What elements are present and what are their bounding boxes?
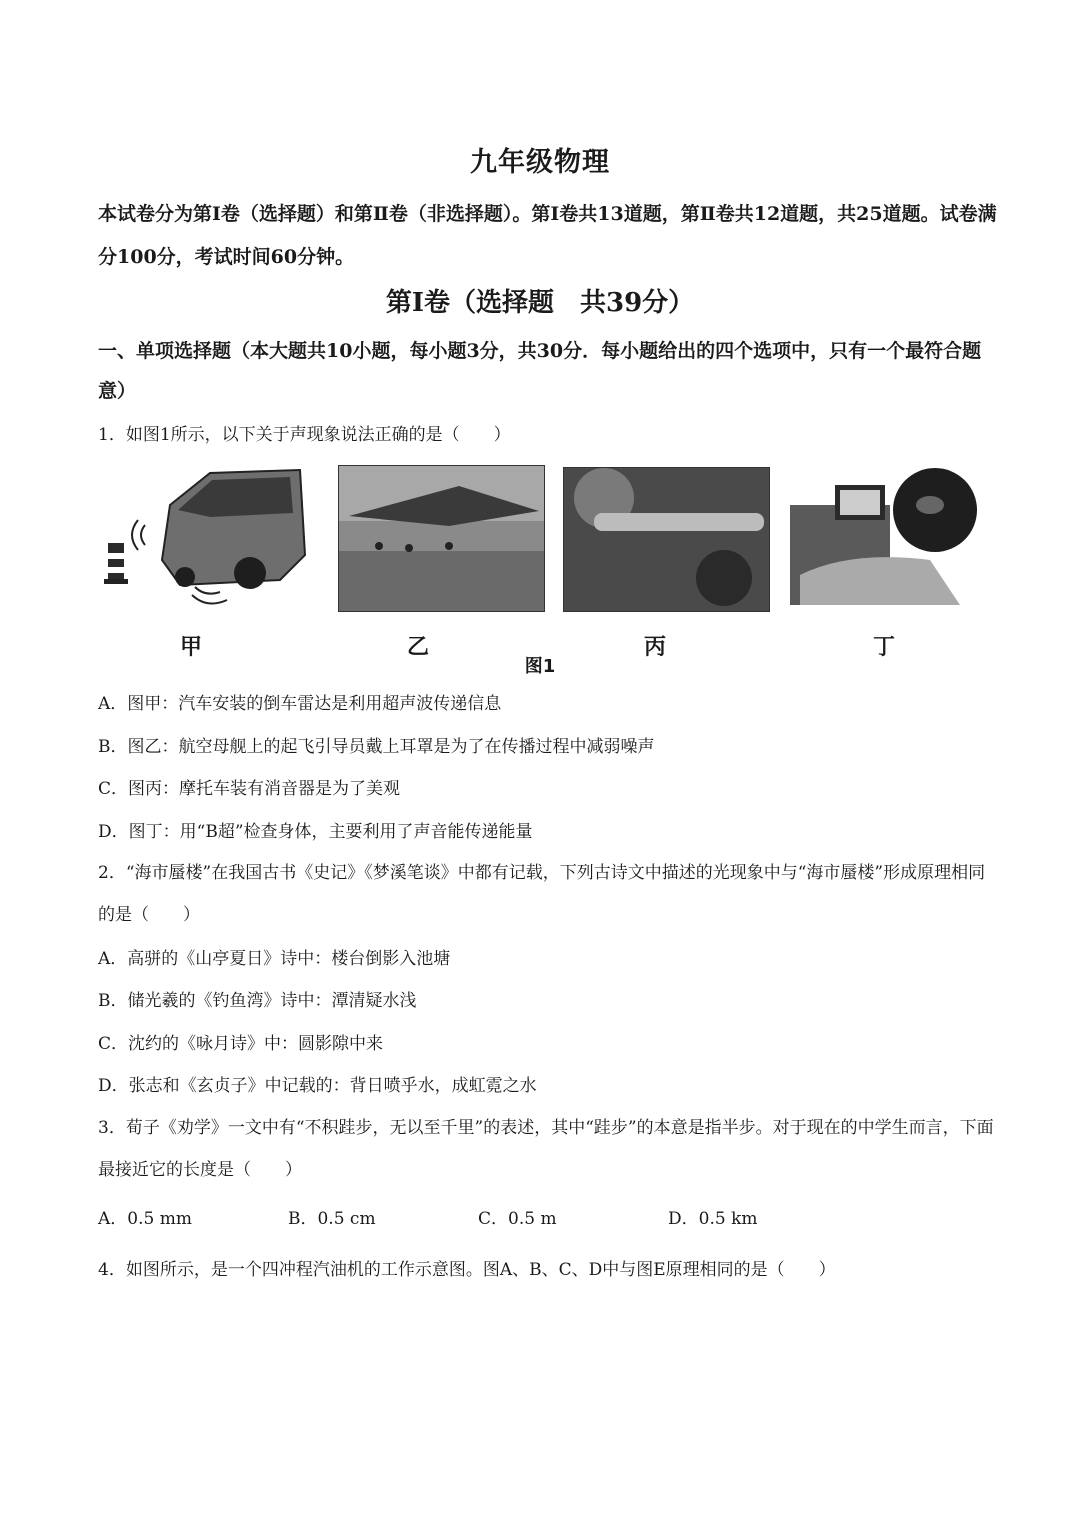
question-2-option-a: A．高骈的《山亭夏日》诗中：楼台倒影入池塘 xyxy=(98,949,451,969)
figure-1-label-ding: 丁 xyxy=(873,635,896,660)
question-2-option-c: C．沈约的《咏月诗》中：圆影隙中来 xyxy=(98,1034,384,1054)
question-1-option-c: C．图丙：摩托车装有消音器是为了美观 xyxy=(98,779,401,799)
question-2-stem: 2．“海市蜃楼”在我国古书《史记》《梦溪笔谈》中都有记载，下列古诗文中描述的光现象中与“海市蜃楼”形成原理相同的是（ ） xyxy=(98,863,986,925)
figure-1-label-yi: 乙 xyxy=(407,635,430,660)
question-3-option-c: C．0.5 m xyxy=(478,1209,557,1229)
question-3-stem: 3．荀子《劝学》一文中有“不积跬步，无以至千里”的表述，其中“跬步”的本意是指半步。对于现在的中学生而言，下面最接近它的长度是（ ） xyxy=(98,1118,994,1180)
question-1-stem: 1．如图1所示，以下关于声现象说法正确的是（ ） xyxy=(98,425,511,445)
question-2-option-b: B．储光羲的《钓鱼湾》诗中：潭清疑水浅 xyxy=(98,991,417,1011)
figure-1-label-bing: 丙 xyxy=(644,635,667,660)
exam-intro: 本试卷分为第Ⅰ卷（选择题）和第Ⅱ卷（非选择题）。第Ⅰ卷共13道题，第Ⅱ卷共12道题，共25道题。试卷满分100分，考试时间60分钟。 xyxy=(98,203,997,268)
photo-ding-b-ultrasound xyxy=(790,465,1000,610)
question-3-option-d: D．0.5 km xyxy=(668,1209,758,1229)
figure-1 xyxy=(100,465,1000,680)
question-1-option-d: D．图丁：用“B超”检查身体，主要利用了声音能传递能量 xyxy=(98,822,533,842)
section-title: 一、单项选择题（本大题共10小题，每小题3分，共30分．每小题给出的四个选项中，只有一个最符合题意） xyxy=(98,340,982,402)
exam-title: 九年级物理 xyxy=(470,147,610,178)
question-1-option-a: A．图甲：汽车安装的倒车雷达是利用超声波传递信息 xyxy=(98,694,502,714)
photo-bing-motorcycle-muffler xyxy=(563,467,770,612)
question-3-option-a: A．0.5 mm xyxy=(98,1209,192,1229)
question-2-option-d: D．张志和《玄贞子》中记载的：背日喷乎水，成虹霓之水 xyxy=(98,1076,537,1096)
photo-yi-aircraft-carrier xyxy=(338,465,545,612)
photo-jia-car-radar xyxy=(100,465,310,610)
figure-1-label-jia: 甲 xyxy=(180,635,203,660)
question-3-option-b: B．0.5 cm xyxy=(288,1209,376,1229)
question-1-option-b: B．图乙：航空母舰上的起飞引导员戴上耳罩是为了在传播过程中减弱噪声 xyxy=(98,737,655,757)
part-title: 第Ⅰ卷（选择题 共39分） xyxy=(385,288,695,318)
question-4-stem: 4．如图所示，是一个四冲程汽油机的工作示意图。图A、B、C、D中与图E原理相同的是（ ） xyxy=(98,1260,836,1280)
figure-1-caption: 图1 xyxy=(524,656,556,677)
